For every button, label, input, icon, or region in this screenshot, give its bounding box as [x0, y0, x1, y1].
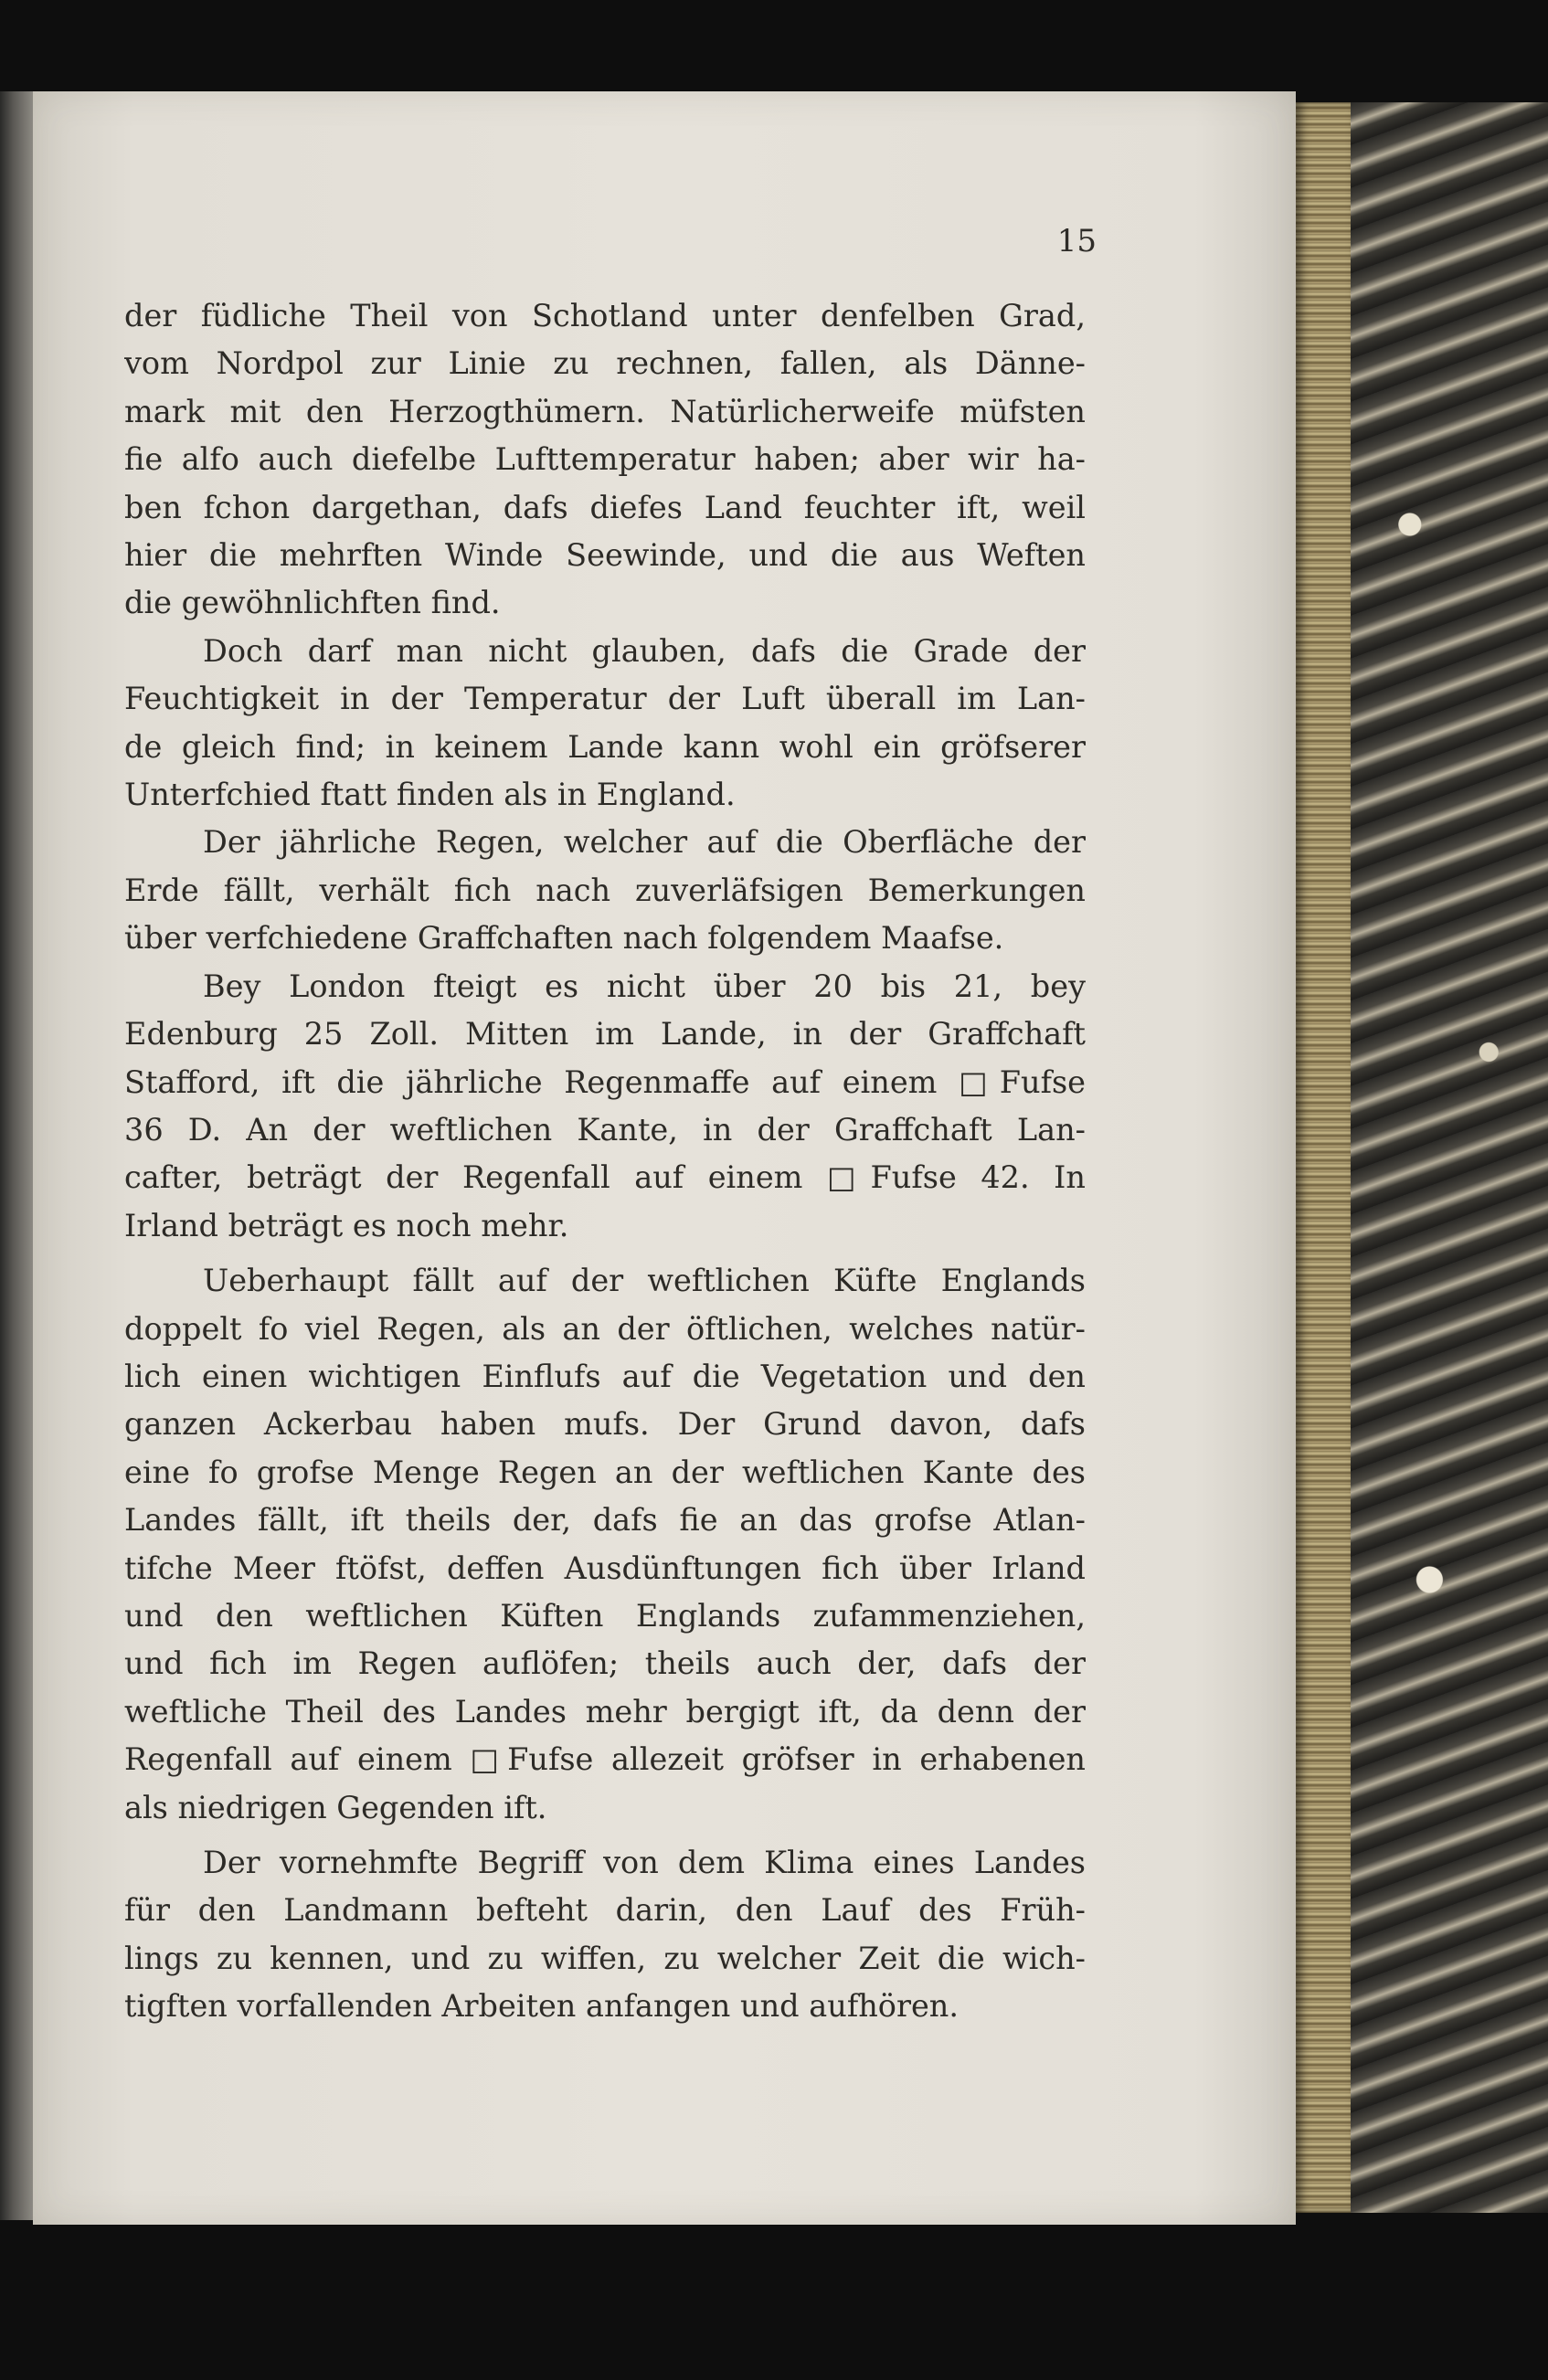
- text-line: cafter, beträgt der Regenfall auf einem □Fufse 42. In: [124, 1159, 1086, 1196]
- facing-page-edge: [0, 91, 33, 2220]
- text-line: ganzen Ackerbau haben mufs. Der Grund davon, dafs: [124, 1406, 1086, 1443]
- text-line: Ueberhaupt fällt auf der weftlichen Küfte Englands: [203, 1263, 1086, 1299]
- text-line: ben fchon dargethan, dafs diefes Land feuchter ift, weil: [124, 489, 1086, 525]
- text-line: Unterfchied ftatt finden als in England.: [124, 777, 736, 813]
- text-line: Irland beträgt es noch mehr.: [124, 1207, 569, 1243]
- body-text: [124, 292, 1086, 2031]
- page-block-edge: [1296, 102, 1351, 2213]
- text-line: Edenburg 25 Zoll. Mitten im Lande, in der Graffchaft: [124, 1016, 1086, 1052]
- text-line: Der vornehmfte Begriff von dem Klima eines Landes: [203, 1845, 1086, 1880]
- text-line: tifche Meer ftöfst, deffen Ausdünftungen fich über Irland: [124, 1550, 1086, 1586]
- text-line: Doch darf man nicht glauben, dafs die Grade der: [203, 632, 1086, 669]
- text-line: weftliche Theil des Landes mehr bergigt ift, da denn der: [124, 1693, 1086, 1729]
- paragraph: [124, 819, 1086, 962]
- page-number: 15: [1056, 223, 1097, 259]
- text-line: vom Nordpol zur Linie zu rechnen, fallen, als Dänne-: [124, 345, 1086, 382]
- text-line: der füdliche Theil von Schotland unter denfelben Grad,: [124, 298, 1086, 333]
- text-line: de gleich find; in keinem Lande kann wohl ein gröfserer: [124, 728, 1086, 765]
- text-line: tigften vorfallenden Arbeiten anfangen und aufhören.: [124, 1988, 960, 2025]
- text-line: Regenfall auf einem □Fufse allezeit gröfser in erhabenen: [124, 1741, 1086, 1778]
- text-line: fie alfo auch diefelbe Lufttemperatur haben; aber wir ha-: [124, 441, 1086, 478]
- text-line: und den weftlichen Küften Englands zufammenziehen,: [124, 1597, 1086, 1634]
- text-line: hier die mehrften Winde Seewinde, und die aus Weften: [124, 537, 1086, 574]
- text-line: über verfchiedene Graffchaften nach folgendem Maafse.: [124, 920, 1004, 957]
- text-line: lich einen wichtigen Einflufs auf die Vegetation und den: [124, 1358, 1086, 1394]
- text-line: Feuchtigkeit in der Temperatur der Luft überall im Lan-: [124, 681, 1086, 717]
- paragraph: [124, 628, 1086, 820]
- text-line: Bey London fteigt es nicht über 20 bis 21, bey: [203, 968, 1086, 1004]
- text-line: und fich im Regen auflöfen; theils auch der, dafs der: [124, 1645, 1086, 1682]
- text-line: 36 D. An der weftlichen Kante, in der Graffchaft Lan-: [124, 1111, 1086, 1148]
- text-line: Landes fällt, ift theils der, dafs fie an das grofse Atlan-: [124, 1502, 1086, 1539]
- text-line: als niedrigen Gegenden ift.: [124, 1789, 547, 1825]
- text-line: Stafford, ift die jährliche Regenmaffe auf einem □Fufse: [124, 1063, 1086, 1100]
- text-line: Der jährliche Regen, welcher auf die Oberfläche der: [203, 824, 1086, 861]
- text-line: für den Landmann befteht darin, den Lauf des Früh-: [124, 1892, 1086, 1929]
- text-line: doppelt fo viel Regen, als an der öftlichen, welches natür-: [124, 1310, 1086, 1347]
- paragraph: [124, 963, 1086, 1250]
- text-line: mark mit den Herzogthümern. Natürlicherweife müfsten: [124, 393, 1086, 429]
- text-line: lings zu kennen, und zu wiffen, zu welcher Zeit die wich-: [124, 1940, 1086, 1976]
- paragraph: [124, 1257, 1086, 1832]
- paragraph: [124, 1839, 1086, 2031]
- text-line: eine fo grofse Menge Regen an der weftlichen Kante des: [124, 1454, 1086, 1490]
- text-line: Erde fällt, verhält fich nach zuverläfsigen Bemerkungen: [124, 872, 1086, 908]
- marbled-book-binding: [1351, 102, 1548, 2213]
- text-line: die gewöhnlichften find.: [124, 585, 501, 621]
- paragraph: [124, 292, 1086, 628]
